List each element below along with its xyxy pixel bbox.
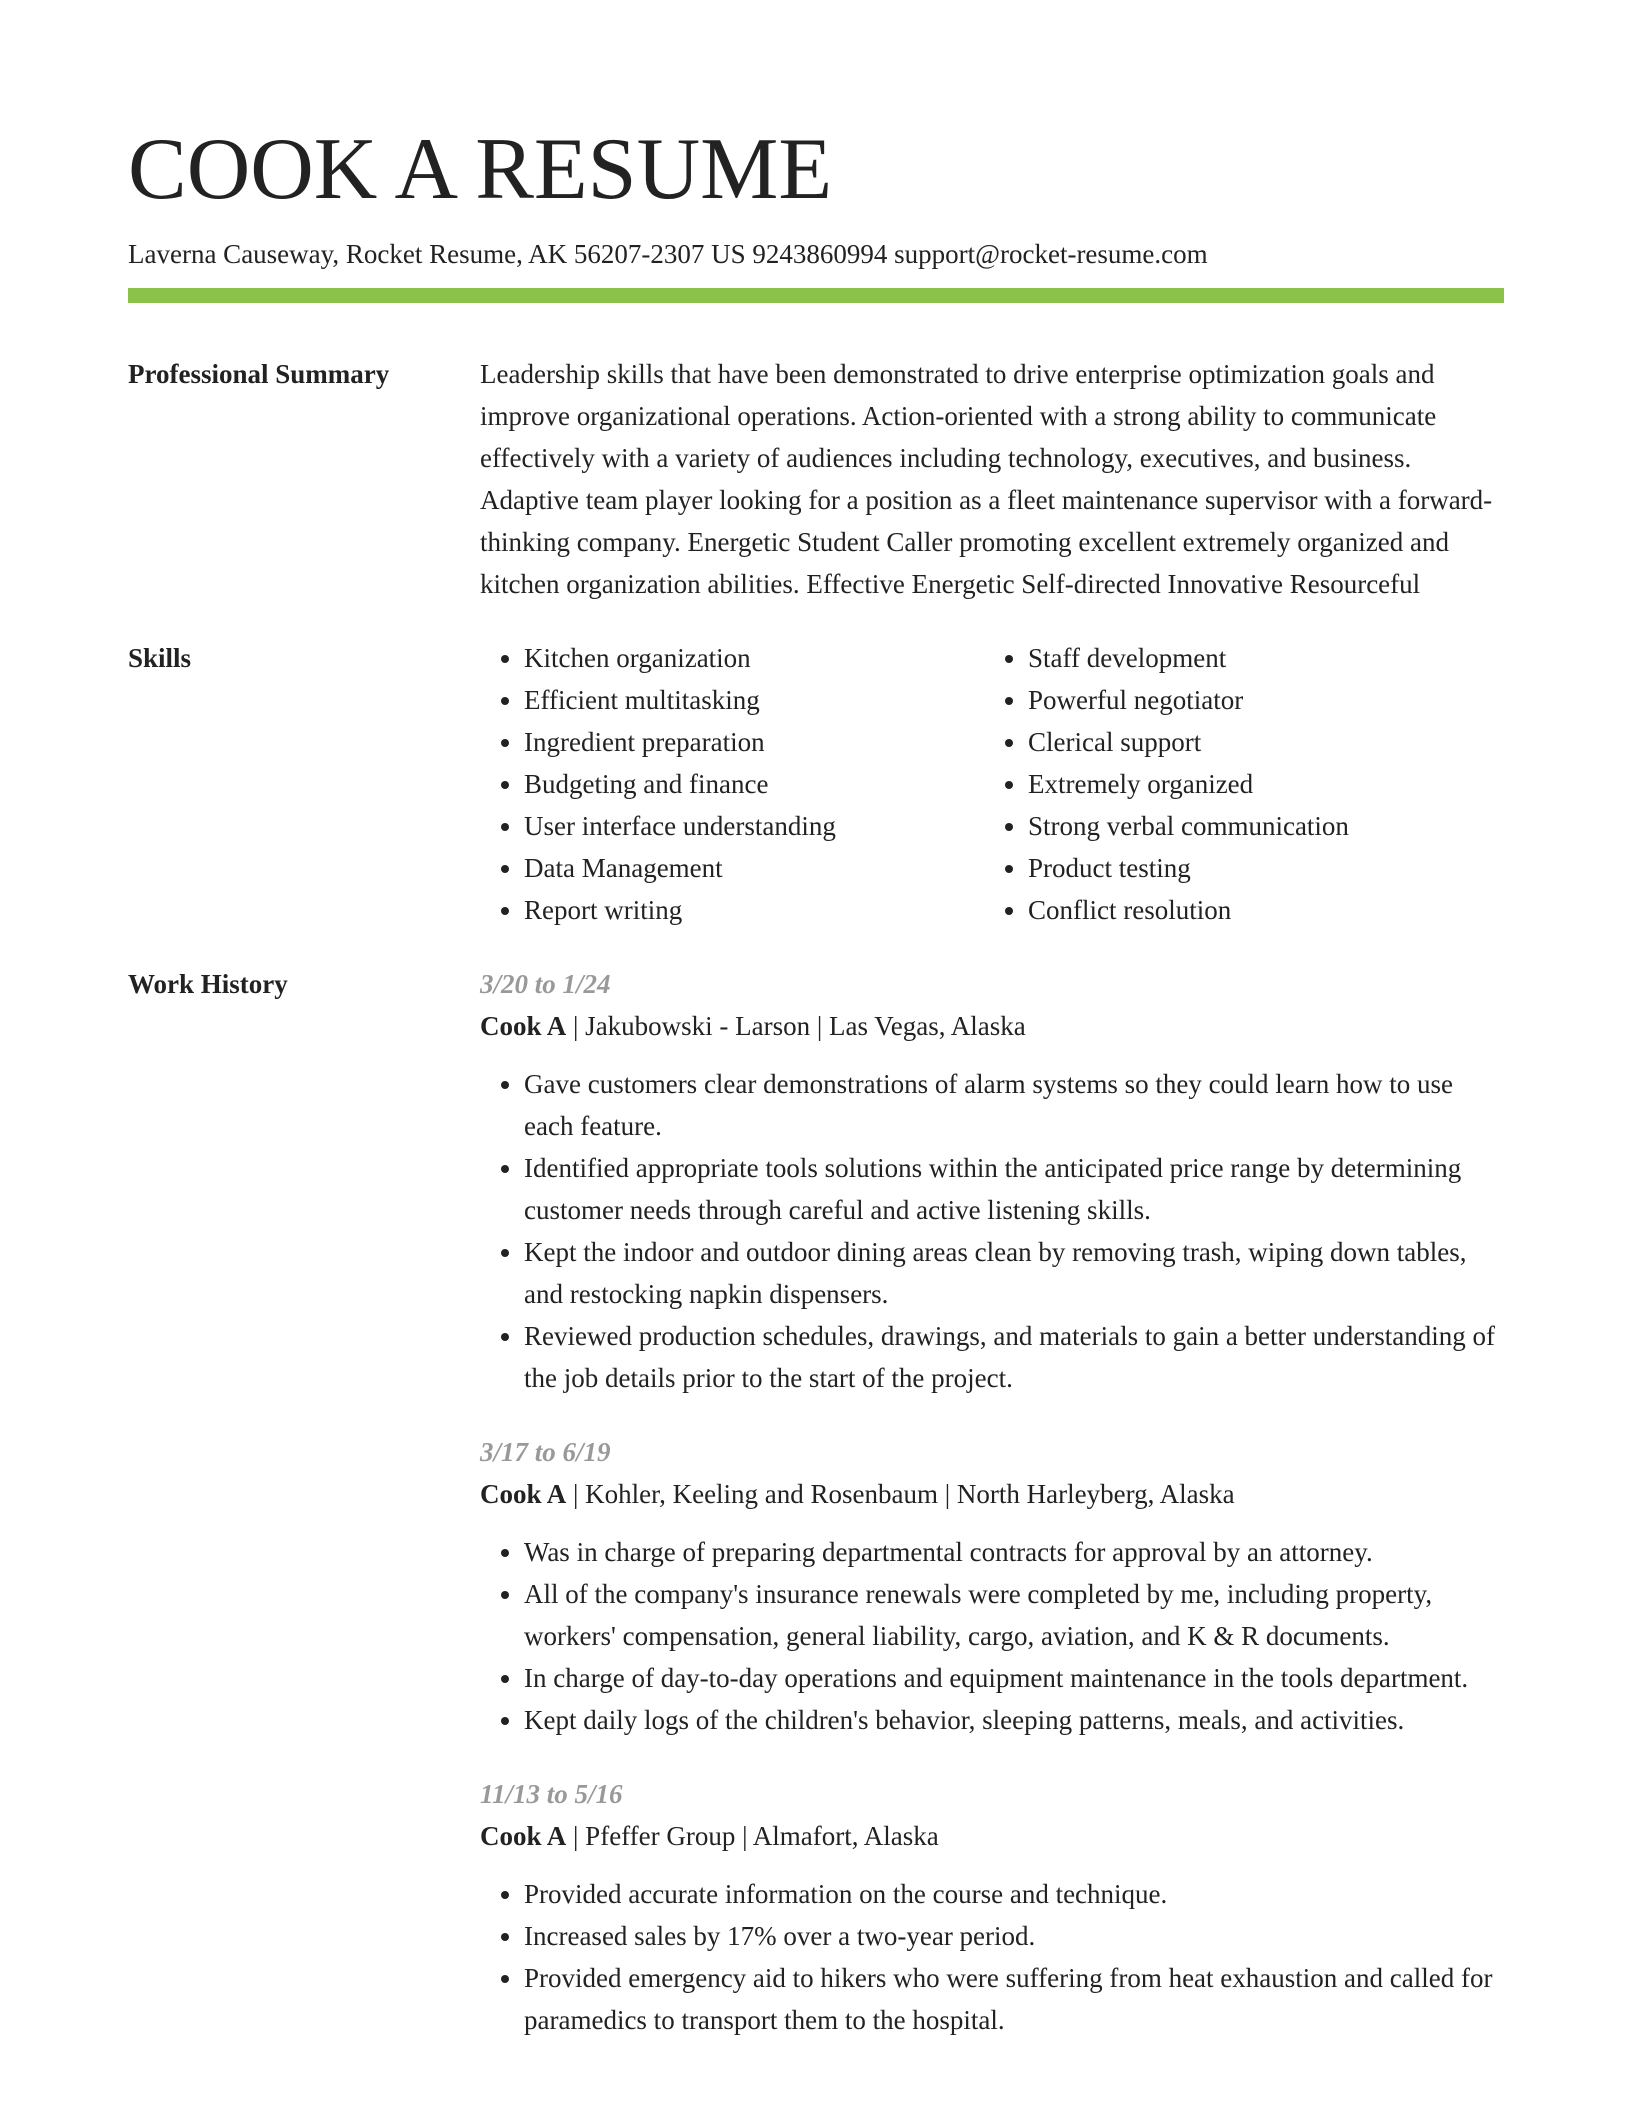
- job-dates: 3/17 to 6/19: [480, 1437, 611, 1467]
- header-divider: [128, 288, 1504, 303]
- skill-item: • Powerful negotiator: [1028, 679, 1488, 721]
- section-label-work: Work History: [128, 969, 288, 999]
- job-bullet: • Was in charge of preparing departmental contracts for approval by an attorney.: [524, 1531, 1504, 1573]
- skills-columns: [480, 637, 1504, 931]
- job-bullets: [480, 1063, 1504, 1399]
- contact-info: Laverna Causeway, Rocket Resume, AK 56207-2307 US 9243860994 support@rocket-resume.com: [128, 239, 1208, 269]
- job-entry: [480, 1431, 1504, 1741]
- resume-name: COOK A RESUME: [128, 121, 833, 218]
- skill-item: • Budgeting and finance: [524, 763, 984, 805]
- skills-list-left: [480, 637, 984, 931]
- job-bullet: • Kept the indoor and outdoor dining areas clean by removing trash, wiping down tables, and restocking napkin dispensers.: [524, 1231, 1504, 1315]
- skill-item: • Strong verbal communication: [1028, 805, 1488, 847]
- job-bullet: • In charge of day-to-day operations and equipment maintenance in the tools department.: [524, 1657, 1504, 1699]
- skill-item: • Report writing: [524, 889, 984, 931]
- skills-section: [128, 637, 1504, 931]
- job-bullet: • Kept daily logs of the children's behavior, sleeping patterns, meals, and activities.: [524, 1699, 1504, 1741]
- job-bullet: • Increased sales by 17% over a two-year period.: [524, 1915, 1504, 1957]
- job-bullet: • Reviewed production schedules, drawings, and materials to gain a better understanding of the job details prior to the start of the project.: [524, 1315, 1504, 1399]
- skills-list-right: [984, 637, 1488, 931]
- skill-item: • Data Management: [524, 847, 984, 889]
- job-entry: [480, 1773, 1504, 2041]
- summary-text: Leadership skills that have been demonstrated to drive enterprise optimization goals and improve organizational operations. Action-oriented with a strong ability to communicate effectively with a variety of audiences including technology, executives, and business. Adaptive team player looking for a position as a fleet maintenance supervisor with a forward-thinking company. Energetic Student Caller promoting excellent extremely organized and kitchen organization abilities. Effective Energetic Self-directed Innovative Resourceful: [480, 359, 1493, 599]
- skill-item: • Conflict resolution: [1028, 889, 1488, 931]
- job-bullets: [480, 1873, 1504, 2041]
- resume-page: [128, 0, 1504, 2073]
- skill-item: • Efficient multitasking: [524, 679, 984, 721]
- professional-summary-section: [128, 353, 1504, 605]
- skill-item: • Ingredient preparation: [524, 721, 984, 763]
- job-entry: [480, 963, 1504, 1399]
- job-details: | Jakubowski - Larson | Las Vegas, Alaska: [566, 1011, 1026, 1041]
- skill-item: • Kitchen organization: [524, 637, 984, 679]
- job-bullet: • Provided accurate information on the course and technique.: [524, 1873, 1504, 1915]
- job-title: Cook A: [480, 1011, 567, 1041]
- section-label-summary: Professional Summary: [128, 359, 390, 389]
- work-history-body: [480, 963, 1504, 2073]
- job-details: | Pfeffer Group | Almafort, Alaska: [566, 1821, 939, 1851]
- job-bullet: • Provided emergency aid to hikers who were suffering from heat exhaustion and called for paramedics to transport them to the hospital.: [524, 1957, 1504, 2041]
- job-details: | Kohler, Keeling and Rosenbaum | North Harleyberg, Alaska: [566, 1479, 1235, 1509]
- skill-item: • User interface understanding: [524, 805, 984, 847]
- job-title-line: [480, 1473, 1504, 1515]
- skill-item: • Extremely organized: [1028, 763, 1488, 805]
- work-history-section: [128, 963, 1504, 2073]
- job-bullet: • All of the company's insurance renewals were completed by me, including property, workers' compensation, general liability, cargo, aviation, and K & R documents.: [524, 1573, 1504, 1657]
- job-title: Cook A: [480, 1821, 567, 1851]
- summary-body: [480, 353, 1504, 605]
- job-bullet: • Gave customers clear demonstrations of alarm systems so they could learn how to use each feature.: [524, 1063, 1504, 1147]
- job-title: Cook A: [480, 1479, 567, 1509]
- job-bullets: [480, 1531, 1504, 1741]
- job-dates: 11/13 to 5/16: [480, 1779, 623, 1809]
- skill-item: • Staff development: [1028, 637, 1488, 679]
- section-label-skills: Skills: [128, 643, 192, 673]
- skill-item: • Product testing: [1028, 847, 1488, 889]
- job-bullet: • Identified appropriate tools solutions within the anticipated price range by determining customer needs through careful and active listening skills.: [524, 1147, 1504, 1231]
- job-dates: 3/20 to 1/24: [480, 969, 611, 999]
- job-title-line: [480, 1815, 1504, 1857]
- job-title-line: [480, 1005, 1504, 1047]
- skill-item: • Clerical support: [1028, 721, 1488, 763]
